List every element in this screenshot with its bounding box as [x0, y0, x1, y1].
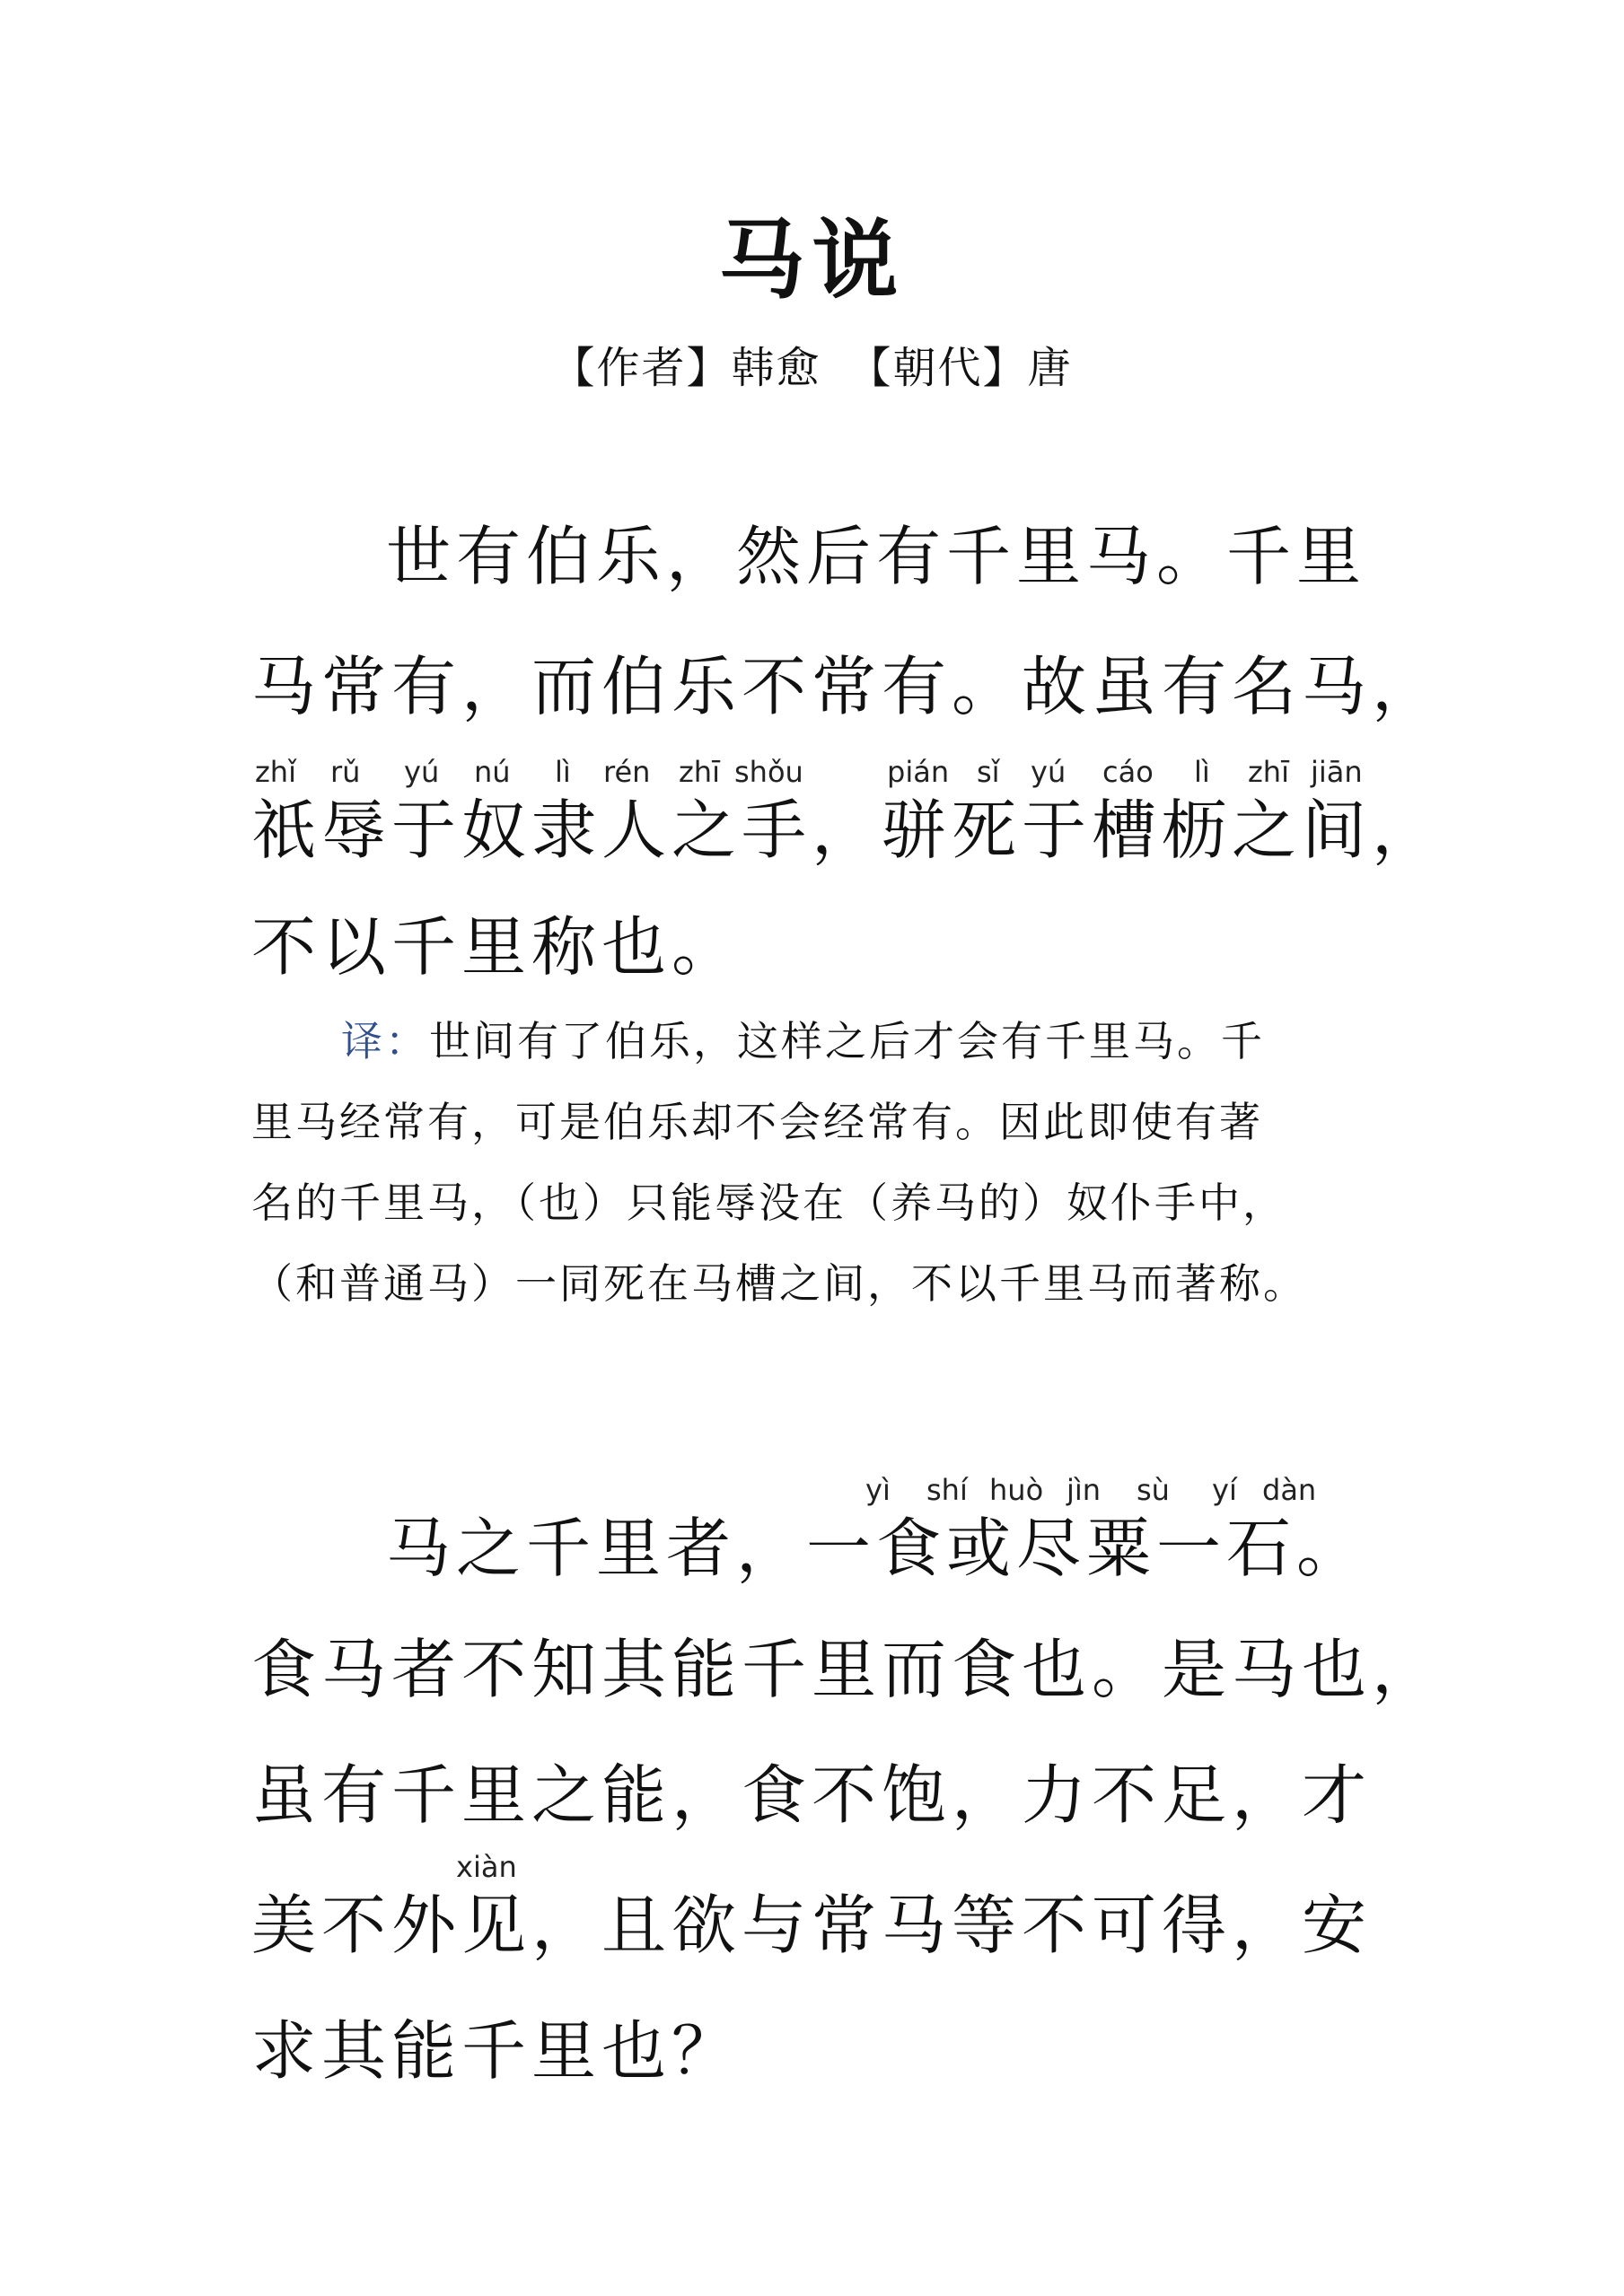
dynasty-name: 唐 — [1027, 343, 1073, 393]
translation-line: 名的千里马，（也）只能辱没在（养马的）奴仆手中， — [251, 1179, 1286, 1227]
pinyin-annotation: yí — [1212, 1473, 1237, 1507]
paragraph-line: 祇辱于奴隶人之手，骈死于槽枥之间， — [251, 793, 1443, 868]
translation-line — [341, 1014, 1265, 1068]
pinyin-annotation: yú — [404, 755, 440, 789]
pinyin-annotation: zhǐ — [255, 755, 296, 789]
pinyin-annotation: lì — [1194, 755, 1210, 789]
pinyin-annotation: huò — [989, 1473, 1044, 1507]
pinyin-annotation: rén — [603, 755, 651, 789]
translation-label: 译： — [341, 1017, 429, 1065]
paragraph-line: 马之千里者，一食或尽粟一石。 — [386, 1511, 1367, 1586]
pinyin-annotation: zhī — [679, 755, 720, 789]
pinyin-annotation: sǐ — [977, 755, 1000, 789]
paragraph-line: 马常有，而伯乐不常有。故虽有名马， — [251, 649, 1443, 724]
paragraph-line: 不以千里称也。 — [251, 909, 742, 985]
pinyin-annotation: pián — [887, 755, 950, 789]
pinyin-annotation: shí — [926, 1473, 968, 1507]
translation-line: （和普通马）一同死在马槽之间，不以千里马而著称。 — [251, 1259, 1307, 1308]
pinyin-annotation: jìn — [1067, 1473, 1102, 1507]
paragraph-line: 美不外见，且欲与常马等不可得，安 — [251, 1888, 1373, 1963]
paragraph-line: 虽有千里之能，食不饱，力不足，才 — [251, 1757, 1373, 1833]
pinyin-annotation: yú — [1031, 755, 1067, 789]
pinyin-annotation: yì — [865, 1473, 891, 1507]
pinyin-annotation: lì — [555, 755, 571, 789]
pinyin-annotation: sù — [1137, 1473, 1170, 1507]
paragraph-line: 世有伯乐，然后有千里马。千里 — [386, 519, 1367, 594]
pinyin-annotation: jiān — [1311, 755, 1363, 789]
pinyin-annotation: rǔ — [330, 755, 361, 789]
paragraph-line: 求其能千里也？ — [251, 2013, 742, 2089]
pinyin-annotation: dàn — [1262, 1473, 1317, 1507]
author-name: 韩愈 — [731, 343, 821, 393]
paragraph-line: 食马者不知其能千里而食也。是马也， — [251, 1632, 1443, 1707]
translation-text: 世间有了伯乐，这样之后才会有千里马。千 — [429, 1017, 1265, 1065]
byline — [0, 332, 1624, 404]
pinyin-annotation: shǒu — [734, 755, 803, 789]
author-label: 【作者】 — [551, 343, 732, 393]
pinyin-annotation: xiàn — [456, 1850, 517, 1884]
translation-line: 里马经常有，可是伯乐却不会经常有。因此即使有著 — [251, 1098, 1263, 1146]
page-title: 马说 — [718, 209, 906, 311]
pinyin-annotation: cáo — [1102, 755, 1154, 789]
dynasty-label: 【朝代】 — [847, 343, 1028, 393]
pinyin-annotation: zhī — [1248, 755, 1289, 789]
pinyin-annotation: nú — [474, 755, 511, 789]
